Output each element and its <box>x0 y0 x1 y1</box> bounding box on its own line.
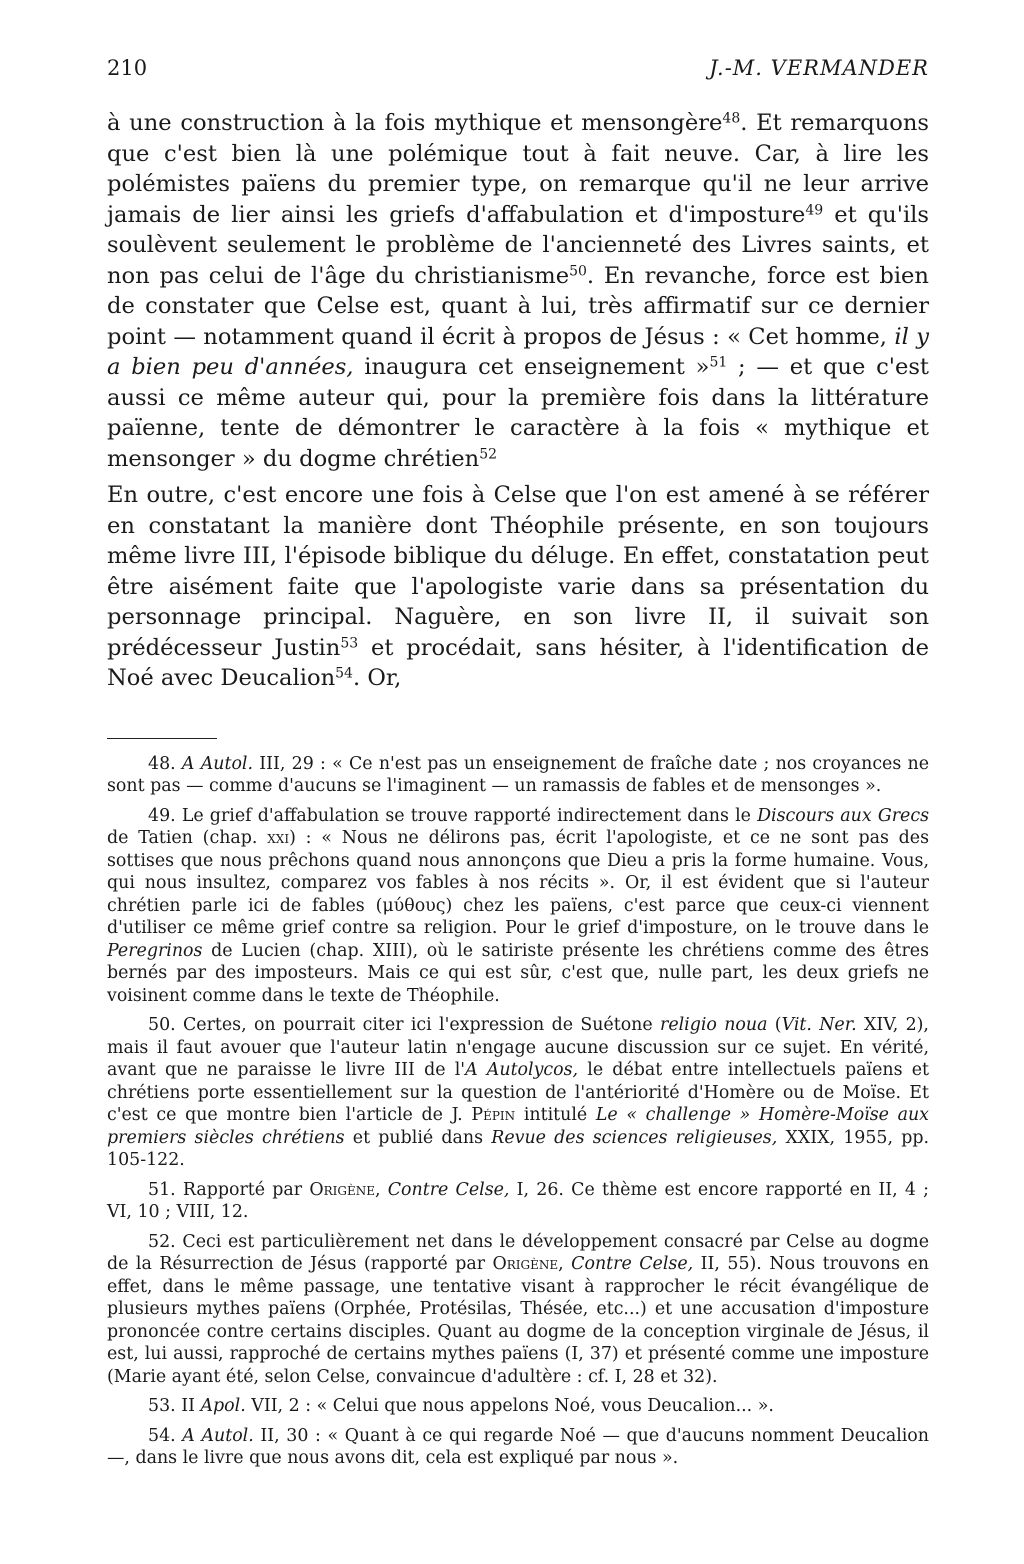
italic-ref: Apol. <box>200 1396 246 1416</box>
italic-ref: religio noua <box>660 1015 768 1035</box>
italic-journal: Revue des sciences religieuses, <box>491 1127 778 1148</box>
running-head-author: J.-M. VERMANDER <box>709 56 929 80</box>
italic-quote: il y a bien peu d'années, <box>107 323 929 380</box>
text-run: et procédait, sans hésiter, à l'identification de Noé avec Deucalion <box>107 634 929 691</box>
paragraph-2 <box>107 480 929 694</box>
footnote-text: II, 55). Nous trouvons en effet, dans le même passage, une tentative visant à rapprocher le récit évangélique de plusieurs mythes païens (Orphée, Protésilas, Thésée, etc...) et une accusation d'imposture prononcée contre certains disciples. Quant au dogme de la conception virginale de Jésus, il est, lui aussi, rapproché de certains mythes païens (I, 37) et présenté comme une imposture (Marie ayant été, selon Celse, convaincue d'adultère : cf. I, 28 et 32). <box>107 1254 929 1387</box>
paragraph-1 <box>107 108 929 474</box>
footnote-ref-49[interactable]: 49 <box>805 201 824 218</box>
text-run: ; — et que c'est aussi ce même auteur qui, pour la première fois dans la littérature païenne, tente de démontrer le caractère à la fois « mythique et mensonger » du dogme chrétien <box>107 354 929 472</box>
text-run: . Or, <box>352 665 402 691</box>
footnote-ref-48[interactable]: 48 <box>722 110 741 127</box>
footnote-54 <box>107 1425 929 1470</box>
text-run: . En revanche, force est bien de constater que Celse est, quant à lui, très affirmatif sur ce dernier point — notamment quand il écrit à propos de Jésus : « Cet homme, <box>107 262 929 350</box>
footnote-divider <box>107 738 217 739</box>
running-head <box>107 56 929 96</box>
italic-title: Le « challenge » Homère-Moïse aux premiers siècles chrétiens <box>107 1105 929 1148</box>
footnote-text: intitulé <box>515 1105 596 1125</box>
footnote-number: 49. <box>148 805 176 826</box>
footnote-text: ( <box>767 1015 782 1035</box>
footnote-text: XIV, 2), mais il faut avouer que l'auteur latin n'engage aucune discussion sur ce sujet. En vérité, avant que ne paraisse le livre III de l' <box>107 1015 929 1080</box>
body-text <box>107 108 929 694</box>
footnote-number: 52. <box>148 1231 176 1252</box>
footnote-51 <box>107 1179 929 1224</box>
footnote-text: Rapporté par <box>175 1179 310 1200</box>
footnote-text: Le grief d'affabulation se trouve rapporté indirectement dans le <box>175 805 758 826</box>
text-run: inaugura cet enseignement » <box>353 354 710 380</box>
footnote-text: II, 30 : « Quant à ce qui regarde Noé — que d'aucuns nomment Deucalion —, dans le livre que nous avons dit, cela est expliqué par nous ». <box>107 1425 929 1468</box>
footnote-text: de Lucien (chap. XIII), où le satiriste présente les chrétiens comme des êtres bernés par des imposteurs. Mais ce qui est sûr, c'est que, nulle part, les deux griefs ne voisinent comme dans le texte de Théophile. <box>107 940 929 1006</box>
footnote-53 <box>107 1395 929 1418</box>
small-caps-author: Origène, <box>309 1179 381 1200</box>
italic-title: Contre Celse, <box>380 1179 510 1200</box>
footnote-52 <box>107 1231 929 1389</box>
footnote-text: le débat entre intellectuels païens et chrétiens porte essentiellement sur la question de l'antériorité d'Homère ou de Moïse. Et c'est ce que montre bien l'article de J. <box>107 1060 929 1125</box>
text-run: à une construction à la fois mythique et mensongère <box>107 110 723 136</box>
footnote-number: 54. <box>148 1425 176 1446</box>
italic-ref: A Autolycos, <box>465 1060 579 1080</box>
italic-title: Contre Celse, <box>563 1254 694 1274</box>
footnote-text: Certes, on pourrait citer ici l'expression de Suétone <box>175 1015 660 1035</box>
footnote-ref-54[interactable]: 54 <box>335 665 353 682</box>
footnote-ref-53[interactable]: 53 <box>340 634 359 651</box>
italic-ref: A Autol. <box>181 753 254 774</box>
footnote-ref-50[interactable]: 50 <box>569 262 587 279</box>
footnote-number: 50. <box>148 1015 176 1035</box>
footnote-text: I, 26. Ce thème est encore rapporté en II, 4 ; VI, 10 ; VIII, 12. <box>107 1179 929 1222</box>
footnote-50 <box>107 1014 929 1172</box>
italic-ref: Discours aux Grecs <box>757 805 929 826</box>
footnote-ref-51[interactable]: 51 <box>709 354 728 371</box>
small-caps-author: Origène, <box>492 1254 564 1274</box>
footnote-number: 48. <box>148 753 176 774</box>
italic-ref: Vit. Ner. <box>781 1015 857 1035</box>
small-caps-ref: xxi <box>267 828 290 848</box>
text-run: En outre, c'est encore une fois à Celse que l'on est amené à se référer en constatant la manière dont Théophile présente, en son toujours même livre III, l'épisode biblique du déluge. En effet, constatation peut être aisément faite que l'apologiste varie dans sa présentation du personnage principal. Naguère, en son livre II, il suivait son prédécesseur Justin <box>107 482 929 661</box>
footnote-text: ) : « Nous ne délirons pas, écrit l'apologiste, et ce ne sont pas des sottises que nous prêchons quand nous annonçons que Dieu a pris la forme humaine. Vous, qui nous insultez, comparez vos fables à nos récits ». Or, il est évident que si l'auteur chrétien parle ici de fables (μύθους) chez les païens, c'est parce que ceux-ci viennent d'utiliser ce même grief contre sa religion. Pour le grief d'imposture, on le trouve dans le <box>107 828 930 938</box>
footnote-number: 51. <box>148 1179 176 1200</box>
italic-ref: A Autol. <box>175 1425 254 1446</box>
text-run: et qu'ils soulèvent seulement le problème de l'ancienneté des Livres saints, et non pas celui de l'âge du christianisme <box>107 201 929 289</box>
footnote-text: XXIX, 1955, pp. 105-122. <box>107 1127 929 1170</box>
footnote-text: Ceci est particulièrement net dans le développement consacré par Celse au dogme de la Résurrection de Jésus (rapporté par <box>107 1231 929 1274</box>
footnote-text: II <box>175 1396 201 1416</box>
footnote-text: III, 29 : « Ce n'est pas un enseignement de fraîche date ; nos croyances ne sont pas — comme d'aucuns se l'imaginent — un ramassis de fables et de mensonges ». <box>107 753 930 796</box>
text-run: . Et remarquons que c'est bien là une polémique tout à fait neuve. Car, à lire les polémistes païens du premier type, on remarque qu'il ne leur arrive jamais de lier ainsi les griefs d'affabulation et d'imposture <box>107 110 930 228</box>
small-caps-author: Pépin <box>471 1105 516 1125</box>
footnote-49 <box>107 805 929 1008</box>
page-number: 210 <box>107 56 148 80</box>
footnote-48 <box>107 753 929 798</box>
footnotes <box>107 753 929 1470</box>
footnote-text: VII, 2 : « Celui que nous appelons Noé, vous Deucalion... ». <box>245 1396 774 1416</box>
footnote-text: de Tatien (chap. <box>107 828 268 848</box>
page <box>107 56 929 1477</box>
footnote-number: 53. <box>148 1396 176 1416</box>
footnote-ref-52[interactable]: 52 <box>479 445 498 462</box>
footnote-text: et publié dans <box>344 1127 492 1148</box>
italic-ref: Peregrinos <box>107 940 203 961</box>
